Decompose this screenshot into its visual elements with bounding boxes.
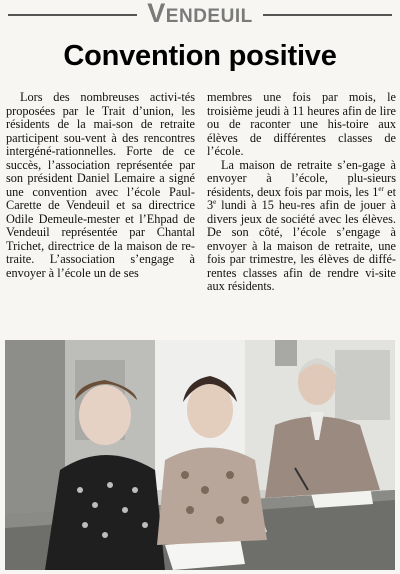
ordinal-first: er [378,184,384,193]
ordinal-third: e [213,197,217,206]
section-kicker [0,0,400,29]
paragraph-2-part-c: lundi à 15 heu-res afin de jouer à divers jeux de société avec les élèves. De son côté, l’école s’engage à envoyer à la maison de retraite, une fois par trimestre, les élèves de diffé-rentes classes afin de rendre vi-site aux résidents. [207,198,396,293]
article-column-1 [6,91,195,331]
article-body [6,91,396,331]
paragraph-2 [207,159,396,294]
paragraph-1-continued: membres une fois par mois, le troisième jeudi à 11 heures afin de lire ou de raconter une his-toire aux élèves de différentes classes de l’école. [207,90,396,158]
paragraph-2-part-a: La maison de retraite s’en-gage à envoyer à l’école, plu-sieurs résidents, deux fois par mois, les 1 [207,157,396,199]
photo-illustration [5,340,395,570]
article-column-2 [207,91,396,331]
paragraph-2-part-b: et 3 [207,184,396,212]
kicker-text: Vendeuil [137,0,262,29]
paragraph-1: Lors des nombreuses activi-tés proposées par le Trait d’union, les résidents de la mai-son de retraite participent sou-vent à des rencontres intergéné-rationnelles. Forte de ce succès, l’association représentée par son président Daniel Lemaire a signé une convention avec l’école Paul-Carette de Vendeuil et sa directrice Odile Demeule-mester et l’Ehpad de Vendeuil représentée par Chantal Trichet, directrice de la maison de re-traite. L’association s’engage à envoyer à l’école un de ses [6,90,195,280]
article-photo [5,340,395,570]
headline: Convention positive [63,40,337,72]
